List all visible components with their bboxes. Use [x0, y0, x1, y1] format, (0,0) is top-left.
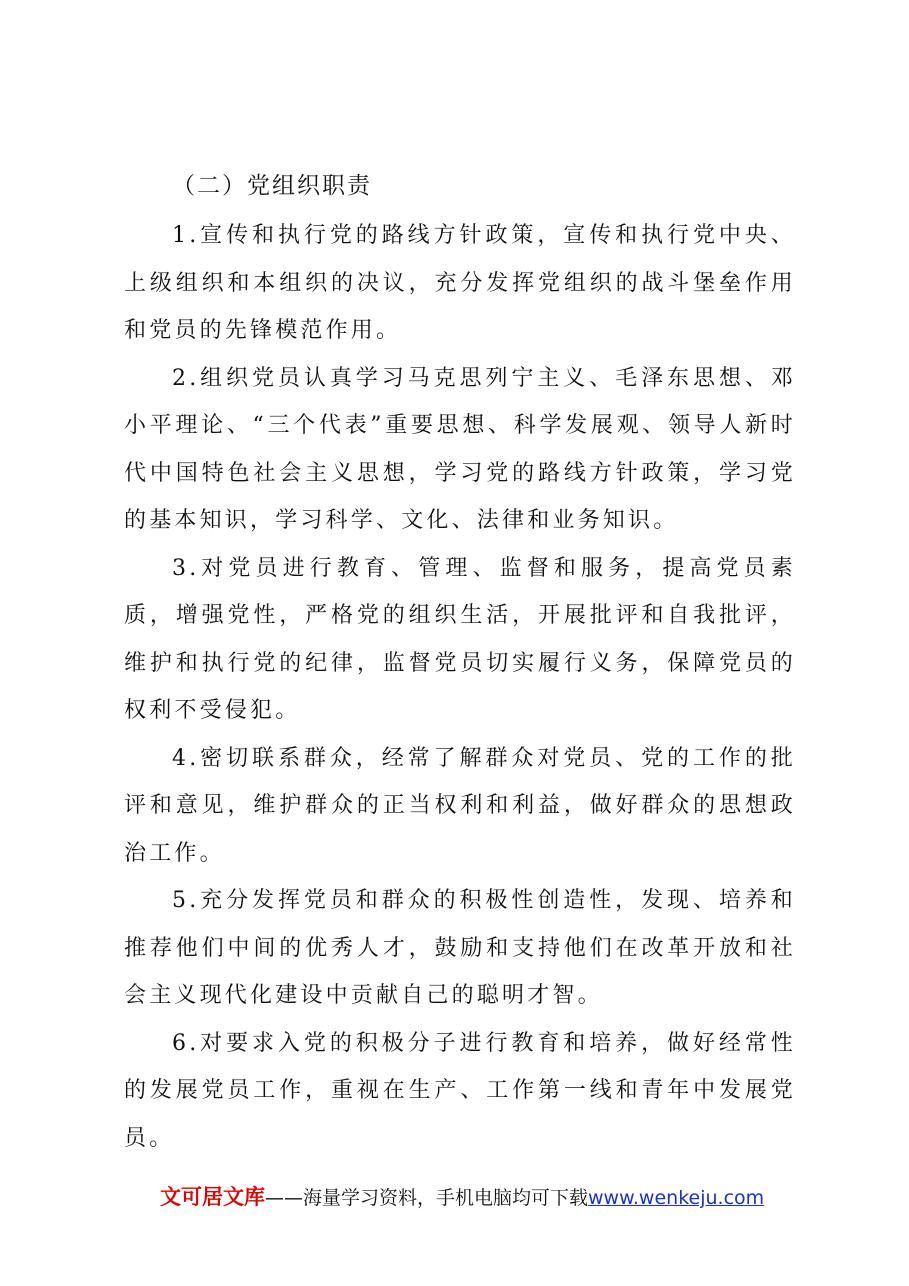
- paragraph-6: 6.对要求入党的积极分子进行教育和培养，做好经常性的发展党员工作，重视在生产、工作第一线和青年中发展党员。: [124, 1030, 796, 1151]
- paragraph-4: 4.密切联系群众，经常了解群众对党员、党的工作的批评和意见，维护群众的正当权利和利益，做好群众的思想政治工作。: [124, 745, 796, 866]
- footer-banner: [160, 1180, 800, 1214]
- paragraph-2: 2.组织党员认真学习马克思列宁主义、毛泽东思想、邓小平理论、“三个代表”重要思想、科学发展观、领导人新时代中国特色社会主义思想，学习党的路线方针政策，学习党的基本知识，学习科学、文化、法律和业务知识。: [124, 365, 796, 533]
- footer-brand: 文可居文库: [160, 1185, 265, 1209]
- document-body: [124, 166, 796, 1162]
- paragraph-1: 1.宣传和执行党的路线方针政策，宣传和执行党中央、上级组织和本组织的决议，充分发挥党组织的战斗堡垒作用和党员的先锋模范作用。: [124, 223, 796, 343]
- footer-link[interactable]: www.wenkeju.com: [588, 1187, 765, 1209]
- section-heading: （二）党组织职责: [172, 173, 372, 199]
- footer-tagline: ——海量学习资料，手机电脑均可下载: [265, 1187, 589, 1209]
- paragraph-3: 3.对党员进行教育、管理、监督和服务，提高党员素质，增强党性，严格党的组织生活，开展批评和自我批评，维护和执行党的纪律，监督党员切实履行义务，保障党员的权利不受侵犯。: [124, 555, 796, 723]
- paragraph-5: 5.充分发挥党员和群众的积极性创造性，发现、培养和推荐他们中间的优秀人才，鼓励和支持他们在改革开放和社会主义现代化建设中贡献自己的聪明才智。: [124, 888, 796, 1008]
